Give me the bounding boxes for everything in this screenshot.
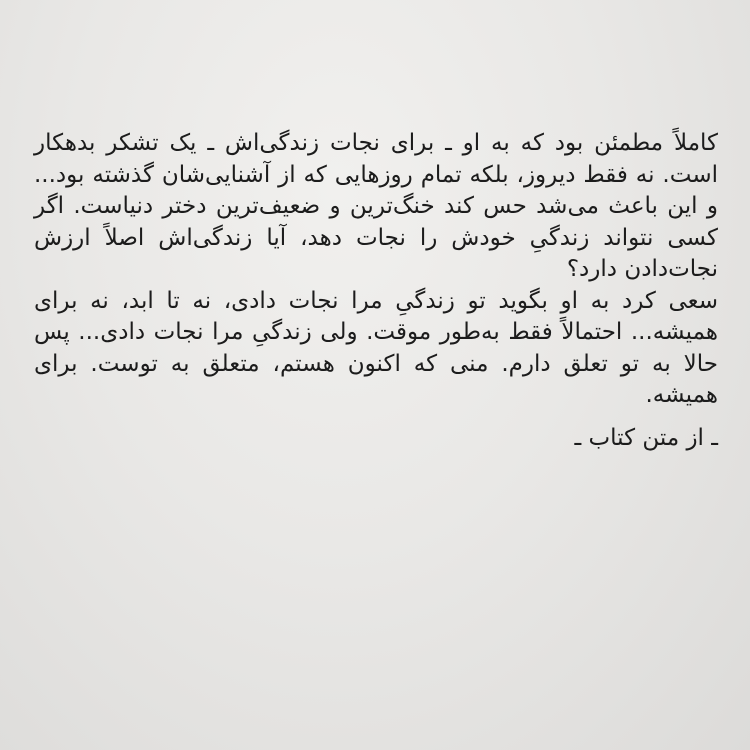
quote-text-block — [34, 128, 718, 454]
quote-paragraph-2: سعی کرد به او بگوید تو زندگیِ مرا نجات دادی، نه تا ابد، نه برای همیشه... احتمالاً فقط به‌طور موقت. ولی زندگیِ مرا نجات دادی... پس حالا به تو تعلق دارم. منی که اکنون هستم، متعلق به توست. برای همیشه. — [34, 287, 718, 408]
quote-paragraph-1: کاملاً مطمئن بود که به او ـ برای نجات زندگی‌اش ـ یک تشکر بدهکار است. نه فقط دیروز، بلکه تمام روزهایی که از آشنایی‌شان گذشته بود... و این باعث می‌شد حس کند خنگ‌ترین و ضعیف‌ترین دختر دنیاست. اگر کسی نتواند زندگیِ خودش را نجات دهد، آیا زندگی‌اش اصلاً ارزش نجات‌دادن دارد؟ — [34, 130, 718, 282]
source-caption: ـ از متن کتاب ـ — [574, 424, 718, 451]
